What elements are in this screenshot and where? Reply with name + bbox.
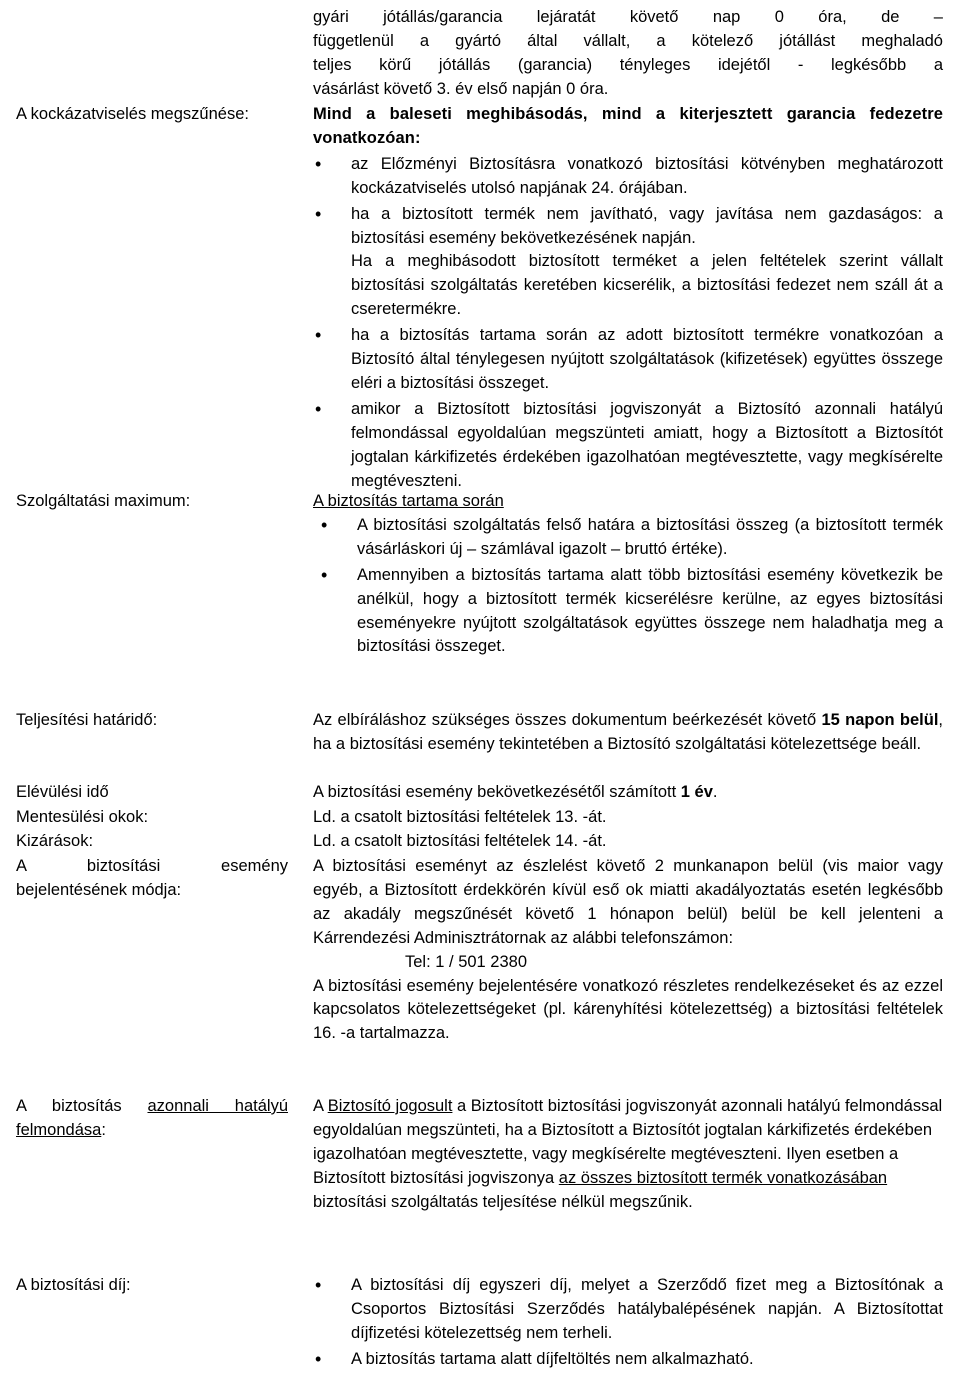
termination-content: A Biztosító jogosult a Biztosított biztosítási jogviszonyát azonnali hatályú felmondással egyoldalúan megszünteti, ha a Biztosított a Biztosítót jogtalan kárkifizetés érdekében igazolhatóan megtévesztette, vagy megkísérelte megtéveszteni. Ilyen esetben a Biztosított biztosítási jogviszonya az összes biztosított termék vonatkozásában biztosítási szolgáltatás teljesítése nélkül megszűnik. [313,1097,943,1211]
notification-text: A biztosítási eseményt az észlelést követő 2 munkanapon belül (vis maior vagy egyéb, a Biztosított érdekkörén kívül eső ok miatti akadályoztatás esetén legkésőbb az akadály megszűnését követő 1 hónapon belül) belül be kell jelenteni a Kárrendezési Adminisztrátornak az alábbi telefonszámon: [313,857,943,947]
list-item: • ha a biztosítás tartama során az adott biztosított termékre vonatkozóan a Biztosító által ténylegesen nyújtott szolgáltatások (kifizetések) együttes összege eléri a biztosítási összeget. [313,324,943,396]
exclusions-label: Kizárások: [16,832,94,850]
notification-label: A biztosítási esemény bejelentésének módja: [16,857,288,899]
exemption-label: Mentesülési okok: [16,808,149,826]
list-item: • A biztosítási díj egyszeri díj, melyet a Szerződő fizet meg a Biztosítónak a Csoportos Biztosítási Szerződés hatálybalépésének napján. A Biztosítottat díjfizetési kötelezettség nem terheli. [313,1274,943,1346]
service-max-list [319,514,943,659]
deadline-days: 15 napon belül [821,711,939,729]
list-item: • A biztosítás tartama alatt díjfeltöltés nem alkalmazható. [313,1348,943,1372]
limitation-content: A biztosítási esemény bekövetkezésétől számított 1 év. [313,783,718,801]
exclusions-content: Ld. a csatolt biztosítási feltételek 14. -át. [313,832,607,850]
phone-number: Tel: 1 / 501 2380 [405,952,528,971]
fee-label: A biztosítási díj: [16,1276,131,1294]
text-line: függetlenül a gyártó által vállalt, a kötelező jótállást meghaladó [313,31,943,50]
risk-end-content [313,103,943,494]
fee-content [313,1274,943,1372]
deadline-label: Teljesítési határidő: [16,711,158,729]
risk-end-label: A kockázatviselés megszűnése: [16,105,249,123]
service-max-content [313,490,943,659]
text-line: vásárlást követő 3. év első napján 0 óra. [313,79,609,98]
list-item: • Amennyiben a biztosítás tartama alatt több biztosítási esemény következik be anélkül, hogy a biztosított termék kicserélésre kerülne, az egyes biztosítási eseményekre nyújtott szolgáltatások együttes összege nem haladhatja meg a biztosítási összeget. [319,564,943,660]
limitation-period: 1 év [680,783,713,801]
service-max-heading: A biztosítás tartama során [313,492,504,510]
exemption-content: Ld. a csatolt biztosítási feltételek 13. -át. [313,808,607,826]
termination-label: A biztosítás azonnali hatályú felmondása: [16,1097,288,1139]
limitation-label: Elévülési idő [16,783,109,801]
risk-end-list [313,153,943,494]
top-continuation-text [313,6,943,102]
list-item: • az Előzményi Biztosításra vonatkozó biztosítási kötvényben meghatározott kockázatviselés utolsó napjának 24. órájában. [313,153,943,201]
text-line: gyári jótállás/garancia lejáratát követő nap 0 óra, de – [313,8,943,26]
list-item: • ha a biztosított termék nem javítható, vagy javítása nem gazdaságos: a biztosítási esemény bekövetkezésének napján. [313,203,943,251]
fee-list [313,1274,943,1372]
notification-details: A biztosítási esemény bejelentésére vonatkozó részletes rendelkezéseket és az ezzel kapcsolatos kötelezettségeket (pl. kárenyhítési kötelezettség) a biztosítási feltételek 16. -a tartalmazza. [313,976,943,1043]
service-max-label: Szolgáltatási maximum: [16,492,191,510]
risk-end-intro: Mind a baleseti meghibásodás, mind a kiterjesztett garancia fedezetre vonatkozóan: [313,105,943,147]
deadline-content: Az elbíráláshoz szükséges összes dokumentum beérkezését követő 15 napon belül, ha a biztosítási esemény tekintetében a Biztosító szolgáltatási kötelezettsége beáll. [313,711,943,753]
list-item: • amikor a Biztosított biztosítási jogviszonyát a Biztosító azonnali hatályú felmondással egyoldalúan megszünteti amiatt, hogy a Biztosított a Biztosítót jogtalan kárkifizetés érdekében igazolhatóan megtévesztette, vagy megkísérelte megtéveszteni. [313,398,943,494]
list-item-continuation: Ha a meghibásodott biztosított terméket a jelen feltételek szerint vállalt biztosítási szolgáltatás keretében kicserélik, a biztosítási fedezet nem száll át a cseretermékre. [351,252,943,319]
text-line: teljes körű jótállás (garancia) tényleges idejétől - legkésőbb a [313,55,943,74]
notification-content [313,855,943,1046]
list-item: • A biztosítási szolgáltatás felső határa a biztosítási összeg (a biztosított termék vásárláskori új – számlával igazolt – bruttó értéke). [319,514,943,562]
